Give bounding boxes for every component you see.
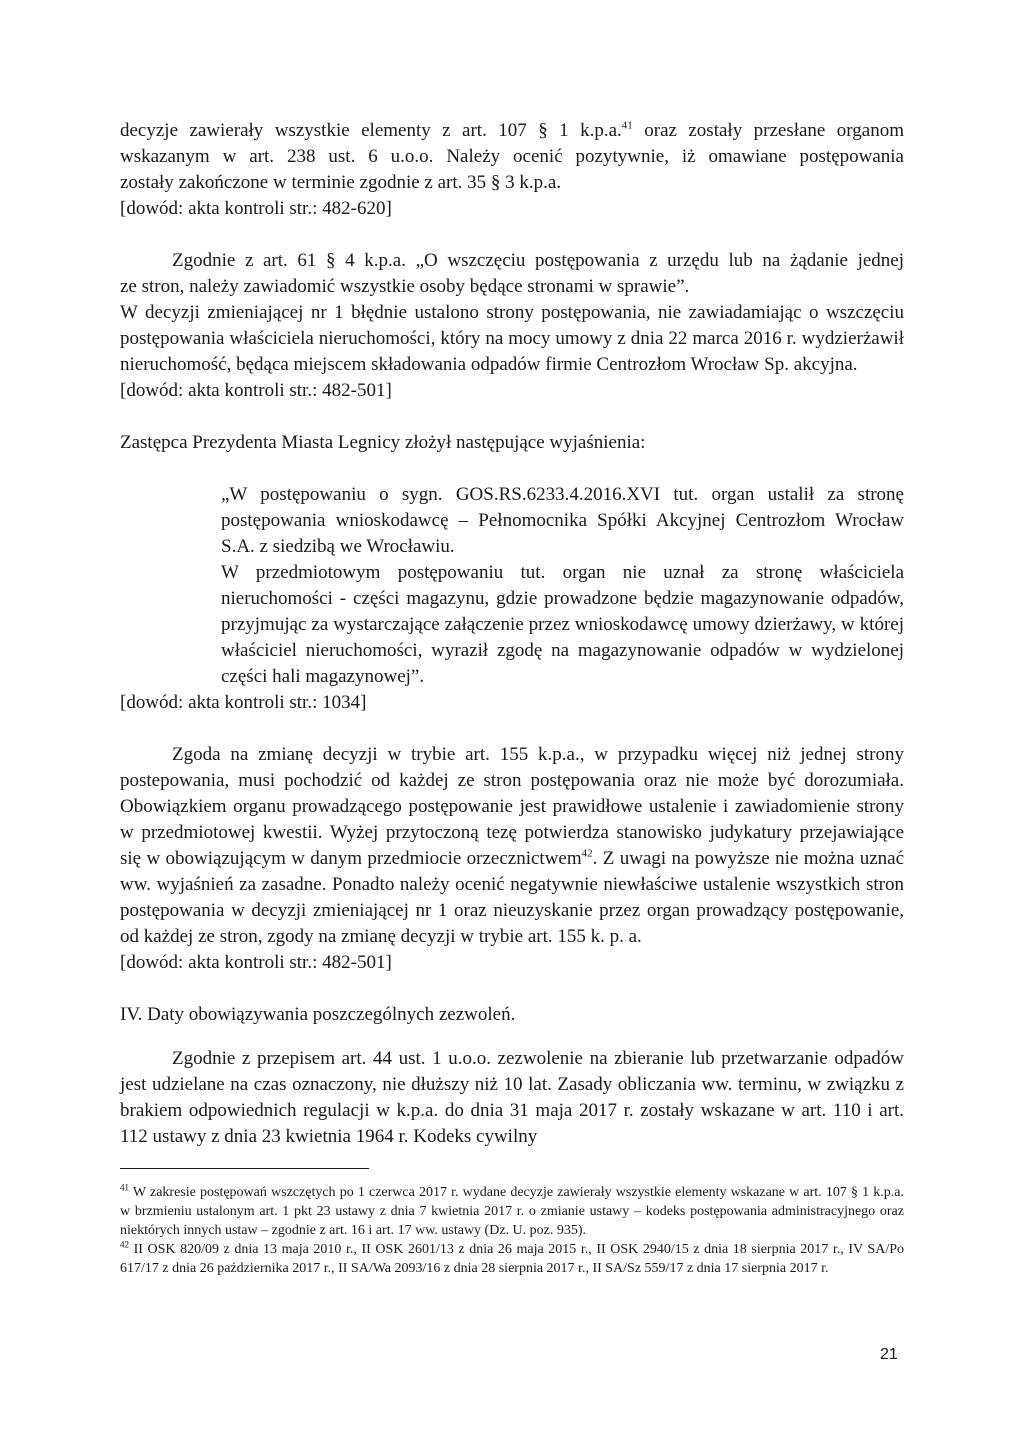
section-iv (120, 1002, 904, 1150)
text-line: decyzje zawierały wszystkie elementy z art. 107 § 1 k.p.a.$^{41}$ oraz zostały przesłane organom (120, 119, 904, 141)
text-line: wskazanym w art. 238 ust. 6 u.o.o. Należy ocenić pozytywnie, iż omawiane postępowania (120, 146, 904, 167)
section-heading: IV. Daty obowiązywania poszczególnych zezwoleń. (120, 1004, 516, 1025)
footnote-41: $^{41}$ W zakresie postępowań wszczętych po 1 czerwca 2017 r. wydane decyzje zawierały wszystkie elementy wskazane w art. 107 § 1 k.p.a. w brzmieniu ustalonym art. 1 pkt 23 ustawy z dnia 7 kwietnia 2017 r. o zmianie ustawy – kodeks postępowania administracyjnego oraz niektórych innych ustaw – zgodnie z art. 16 i art. 17 ww. ustawy (Dz. U. poz. 935). (120, 1182, 904, 1238)
paragraph-body: Zgoda na zmianę decyzji w trybie art. 155 k.p.a., w przypadku więcej niż jednej strony postepowania, musi pochodzić od każdej ze stron postępowania oraz nie może być dorozumiała. Obowiązkiem organu prowadzącego postępowanie jest prawidłowe ustalenie i zawiadomienie strony w przedmiotowej kwestii. Wyżej przytoczoną tezę potwierdza stanowisko judykatury przejawiające się w obowiązującym w danym przedmiocie orzecznictwem$^{42}$. Z uwagi na powyższe nie można uznać ww. wyjaśnień za zasadne. Ponadto należy ocenić negatywnie niewłaściwe ustalenie wszystkich stron postępowania w decyzji zmieniającej nr 1 oraz nieuzyskanie przez organ prowadzący postępowanie, od każdej ze stron, zgody na zmianę decyzji w trybie art. 155 k. p. a. (120, 744, 904, 947)
footnotes (120, 1183, 904, 1278)
text-line: Zgodnie z art. 61 § 4 k.p.a. „O wszczęciu postępowania z urzędu lub na żądanie jednej (172, 250, 904, 271)
paragraph-art-61 (120, 248, 904, 404)
footnote-separator (120, 1168, 369, 1169)
page-number: 21 (880, 1346, 898, 1363)
block-quote: „W postępowaniu o sygn. GOS.RS.6233.4.2016.XVI tut. organ ustalił za stronę postępowania wnioskodawcę – Pełnomocnika Spółki Akcyjnej Centrozłom Wrocław S.A. z siedzibą we Wrocławiu. (221, 484, 904, 557)
text-line: zostały zakończone w terminie zgodnie z art. 35 § 3 k.p.a. (120, 172, 562, 193)
evidence-reference: [dowód: akta kontroli str.: 482-501] (120, 380, 392, 401)
paragraph-consent-assessment (120, 742, 904, 976)
text-line: ze stron, należy zawiadomić wszystkie osoby będące stronami w sprawie”. (120, 276, 690, 297)
evidence-reference: [dowód: akta kontroli str.: 482-620] (120, 198, 392, 219)
document-page (120, 118, 904, 1278)
explanations-intro: Zastępca Prezydenta Miasta Legnicy złożył następujące wyjaśnienia: (120, 432, 646, 453)
paragraph-explanations (120, 430, 904, 716)
block-quote: W przedmiotowym postępowaniu tut. organ nie uznał za stronę właściciela nieruchomości - części magazynu, gdzie prowadzone będzie magazynowanie odpadów, przyjmując za wystarczające załączenie przez wnioskodawcę umowy dzierżawy, w której właściciel nieruchomości, wyraził zgodę na magazynowanie odpadów w wydzielonej części hali magazynowej”. (221, 562, 904, 687)
paragraph-decisions-elements (120, 118, 904, 222)
evidence-reference: [dowód: akta kontroli str.: 482-501] (120, 952, 392, 973)
evidence-reference: [dowód: akta kontroli str.: 1034] (120, 692, 367, 713)
footnote-42: $^{42}$ II OSK 820/09 z dnia 13 maja 2010 r., II OSK 2601/13 z dnia 26 maja 2015 r., II OSK 2940/15 z dnia 18 sierpnia 2017 r., IV SA/Po 617/17 z dnia 26 października 2017 r., II SA/Wa 2093/16 z dnia 28 sierpnia 2017 r., II SA/Sz 559/17 z dnia 17 sierpnia 2017 r. (120, 1239, 904, 1276)
footnote-ref-42[interactable]: 42 (581, 847, 593, 860)
footnote-ref-41[interactable]: 41 (621, 119, 633, 132)
paragraph-body: W decyzji zmieniającej nr 1 błędnie ustalono strony postępowania, nie zawiadamiając o wszczęciu postępowania właściciela nieruchomości, który na mocy umowy z dnia 22 marca 2016 r. wydzierżawił nieruchomość, będąca miejscem składowania odpadów firmie Centrozłom Wrocław Sp. akcyjna. (120, 302, 904, 375)
paragraph-body: Zgodnie z przepisem art. 44 ust. 1 u.o.o. zezwolenie na zbieranie lub przetwarzanie odpadów jest udzielane na czas oznaczony, nie dłuższy niż 10 lat. Zasady obliczania ww. terminu, w związku z brakiem odpowiednich regulacji w k.p.a. do dnia 31 maja 2017 r. zostały wskazane w art. 110 i art. 112 ustawy z dnia 23 kwietnia 1964 r. Kodeks cywilny (120, 1048, 904, 1147)
